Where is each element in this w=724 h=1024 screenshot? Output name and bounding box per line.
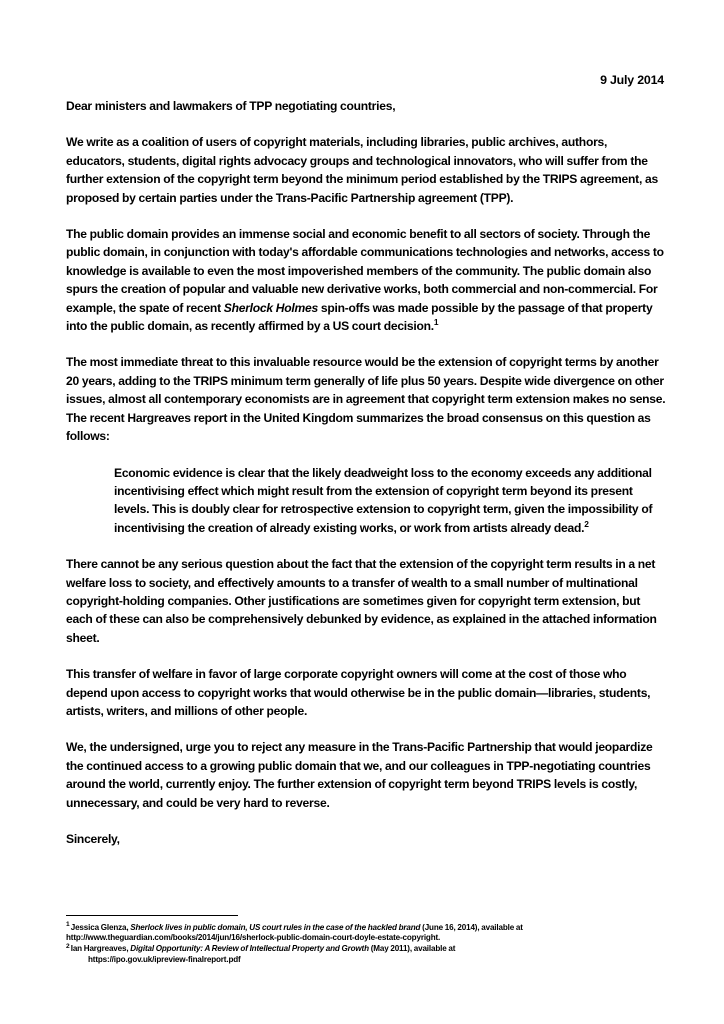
footnote-reference-1[interactable]: 1 <box>433 317 439 328</box>
sherlock-holmes-italic: Sherlock Holmes <box>223 300 318 315</box>
footnote-item-1 <box>66 920 668 944</box>
paragraph-1: We write as a coalition of users of copyright materials, including libraries, public archives, authors, educators, students, digital rights advocacy groups and technological innovators, who will suffer from the further extension of the copyright term beyond the minimum period established by the TRIPS agreement, as proposed by certain parties under the Trans-Pacific Partnership agreement (TPP). <box>66 135 658 205</box>
hargreaves-blockquote <box>66 464 668 538</box>
letter-salutation: Dear ministers and lawmakers of TPP negotiating countries, <box>66 99 396 113</box>
letter-closing: Sincerely, <box>66 832 120 846</box>
letter-date: 9 July 2014 <box>600 73 664 87</box>
paragraph-4: There cannot be any serious question about the fact that the extension of the copyright term results in a net welfare loss to society, and effectively amounts to a transfer of wealth to a small number of multinational copyright-holding companies. Other justifications are sometimes given for copyright term extension, but each of these can also be comprehensively debunked by evidence, as explained in the attached information sheet. <box>66 557 657 645</box>
letter-body <box>66 97 668 848</box>
blockquote-text: Economic evidence is clear that the likely deadweight loss to the economy exceeds any additional incentivising effect which might result from the extension of copyright term beyond its present levels. This is doubly clear for retrospective extension to copyright term, given the impossibility of incentivising the creation of already existing works, or work from artists already dead. <box>114 465 653 535</box>
footnote-1-title: Sherlock lives in public domain, US court rules in the case of the hackled brand <box>130 922 421 932</box>
footnote-2-author: Ian Hargreaves, <box>70 944 131 954</box>
footnote-zone <box>66 915 668 966</box>
footnote-item-2 <box>66 944 668 965</box>
footnote-2-date: (May 2011), available at <box>368 944 456 954</box>
footnote-number-2: 2 <box>66 942 70 950</box>
paragraph-3: The most immediate threat to this invaluable resource would be the extension of copyright terms by another 20 years, adding to the TRIPS minimum term generally of life plus 50 years. Despite wide divergence on other issues, almost all contemporary economists are in agreement that copyright term extension makes no sense. The recent Hargreaves report in the United Kingdom summarizes the broad consensus on this question as follows: <box>66 355 666 444</box>
paragraph-2-text-after: spin-offs was made possible by the passage of that property into the public domain, as recently affirmed by a US court decision. <box>66 300 653 334</box>
footnote-2-title: Digital Opportunity: A Review of Intellectual Property and Growth <box>130 944 369 954</box>
footnote-list <box>66 920 668 966</box>
footnote-1-url[interactable]: http://www.theguardian.com/books/2014/jun/16/sherlock-public-domain-court-doyle-estate-copyright. <box>66 933 441 943</box>
footnote-1-date: (June 16, 2014), available at <box>420 922 523 932</box>
footnote-2-url[interactable]: https://ipo.gov.uk/ipreview-finalreport.pdf <box>88 954 241 964</box>
paragraph-2-text-before: The public domain provides an immense social and economic benefit to all sectors of society. Through the public domain, in conjunction with today's affordable communications technologies and networks, access to knowledge is available to even the most impoverished members of the community. The public domain also spurs the creation of popular and valuable new derivative works, both commercial and non-commercial. For example, the spate of recent <box>66 227 664 315</box>
paragraph-2 <box>66 225 668 335</box>
paragraph-6: We, the undersigned, urge you to reject any measure in the Trans-Pacific Partnership that would jeopardize the continued access to a growing public domain that we, and our colleagues in TPP-negotiating countries around the world, currently enjoy. The further extension of copyright term beyond TRIPS levels is costly, unnecessary, and could be very hard to reverse. <box>66 740 653 810</box>
footnote-1-author: Jessica Glenza, <box>70 922 131 932</box>
footnote-separator-rule <box>66 915 238 916</box>
footnote-reference-2[interactable]: 2 <box>584 518 589 529</box>
paragraph-5: This transfer of welfare in favor of large corporate copyright owners will come at the cost of those who depend upon access to copyright works that would otherwise be in the public domain—libraries, students, artists, writers, and millions of other people. <box>66 667 651 718</box>
footnote-number-1: 1 <box>66 920 70 928</box>
